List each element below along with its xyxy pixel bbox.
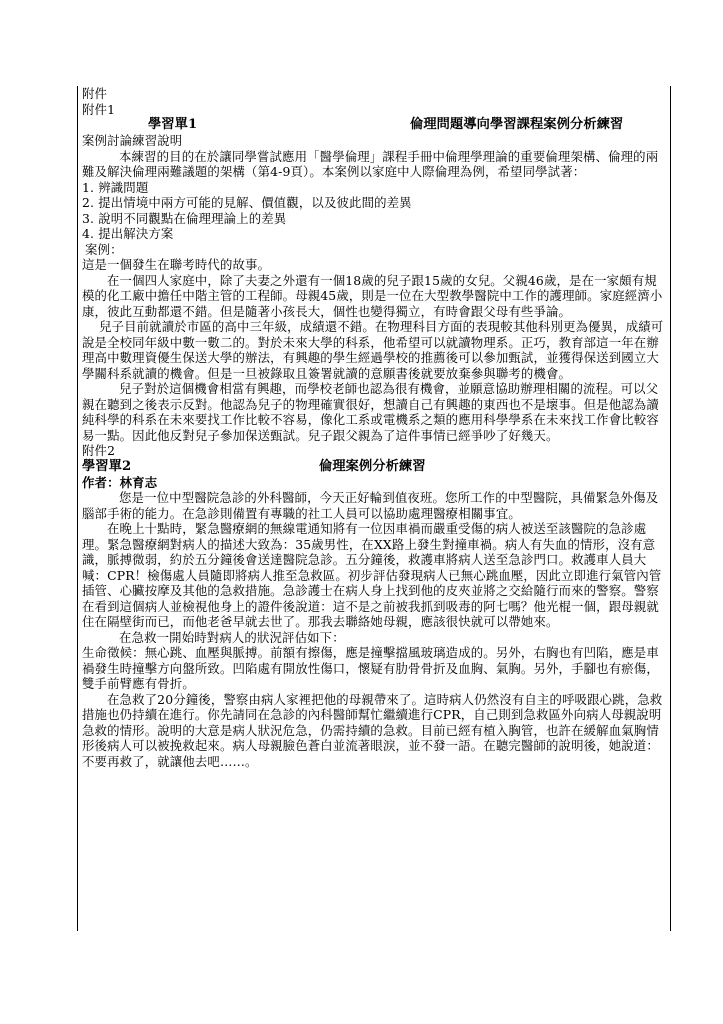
case-practice-heading: 案例討論練習說明 bbox=[82, 133, 183, 148]
worksheet-1-label: 學習單1 bbox=[148, 117, 198, 132]
story-intro: 這是一個發生在聯考時代的故事。 bbox=[82, 257, 271, 272]
story-paragraph-1: 在一個四人家庭中，除了夫妻之外還有一個18歲的兒子跟15歲的女兒。父親46歲，是在一家頗有規模的化工廠中擔任中階主管的工程師。母親45歲，則是一位在大型教學醫院中工作的護理師。家庭經濟小康，彼此互動都還不錯。但是隨著小孩長大，個性也變得獨立，有時會跟父母有些爭論。 bbox=[82, 272, 663, 319]
step-3: 3. 說明不同觀點在倫理理論上的差異 bbox=[82, 210, 287, 226]
author-line: 作者：林育志 bbox=[82, 474, 158, 490]
intro-paragraph: 本練習的目的在於讓同學嘗試應用「醫學倫理」課程手冊中倫理學理論的重要倫理架構、倫理的兩難及解決倫理兩難議題的架構（第4-9頁）。本案例以家庭中人際倫理為例，希望同學試著： bbox=[82, 148, 659, 179]
case-paragraph-1: 您是一位中型醫院急診的外科醫師，今天正好輪到值夜班。您所工作的中型醫院，具備緊急外傷及腦部手術的能力。在急診則備置有專職的社工人員可以協助處理醫療相關事宜。 bbox=[82, 490, 659, 521]
document-frame bbox=[77, 86, 671, 931]
step-2: 2. 提出情境中兩方可能的見解、價值觀，以及彼此間的差異 bbox=[82, 195, 412, 210]
case-paragraph-4: 在急救了20分鐘後，警察由病人家裡把他的母親帶來了。這時病人仍然沒有自主的呼吸跟心跳，急救措施也仍持續在進行。你先請同在急診的內科醫師幫忙繼續進行CPR，自己則到急救區外向病人母親說明急救的情形。說明的大意是病人狀況危急，仍需持續的急救。目前已經有植入胸管，也許在緩解血氣胸情形後病人可以被挽救起來。病人母親臉色蒼白並流著眼淚，並不發一語。在聽完醫師的說明後，她說道：不要再救了，就讓他去吧……。 bbox=[82, 691, 663, 769]
case-paragraph-2: 在晚上十點時，緊急醫療網的無線電通知將有一位因車禍而嚴重受傷的病人被送至該醫院的急診處理。緊急醫療網對病人的描述大致為：35歲男性，在XX路上發生對撞車禍。病人有失血的情形，沒有意識，脈搏微弱，約於五分鐘後會送達醫院急診。五分鐘後，救護車將病人送至急診門口。救護車人員大喊：CPR！檢傷處人員隨即將病人推至急救區。初步評估發現病人已無心跳血壓，因此立即進行氣管內管插管、心臟按摩及其他的急救措施。急診護士在病人身上找到他的皮夾並將之交給隨行而來的警察。警察在看到這個病人並檢視他身上的證件後說道：這不是之前被我抓到吸毒的阿七嗎？他光棍一個，跟母親就住在隔壁街而已，而他老爸早就去世了。那我去聯絡她母親，應該很快就可以帶她來。 bbox=[82, 521, 662, 629]
worksheet-2-header bbox=[82, 459, 668, 475]
vital-signs-paragraph: 生命徵候：無心跳、血壓與脈搏。前額有擦傷，應是撞擊擋風玻璃造成的。另外，右胸也有凹陷，應是車禍發生時撞擊方向盤所致。凹陷處有開放性傷口，懷疑有肋骨骨折及血胸、氣胸。另外，手腳也有瘀傷，雙手前臂應有骨折。 bbox=[82, 645, 659, 691]
case-paragraph-3: 在急救一開始時對病人的狀況評估如下： bbox=[119, 629, 345, 645]
worksheet-1-header bbox=[82, 117, 668, 133]
story-paragraph-3: 兒子對於這個機會相當有興趣，而學校老師也認為很有機會，並願意協助辦理相關的流程。可以父親在聽到之後表示反對。他認為兒子的物理確實很好，想讀自己有興趣的東西也不是壞事。但是他認為讀純科學的科系在未來要找工作比較不容易，像化工系或電機系之類的應用科學學系在未來找工作會比較容易一點。因此他反對兒子參加保送甄試。兒子跟父親為了這件事情已經爭吵了好幾天。 bbox=[82, 381, 659, 443]
step-1: 1. 辨識問題 bbox=[82, 179, 149, 195]
worksheet-2-title: 倫理案例分析練習 bbox=[319, 458, 426, 474]
case-label: 案例： bbox=[85, 241, 123, 257]
document-content bbox=[82, 86, 668, 769]
step-4: 4. 提出解決方案 bbox=[82, 226, 174, 241]
attachment-2-label: 附件2 bbox=[82, 443, 116, 458]
worksheet-2-label: 學習單2 bbox=[82, 458, 132, 474]
attachment-1-label: 附件1 bbox=[82, 101, 116, 117]
story-paragraph-2: 兒子目前就讀於市區的高中三年級，成績還不錯。在物理科目方面的表現較其他科別更為優異，成績可說是全校同年級中數一數二的。對於未來大學的科系，他希望可以就讀物理系。正巧，教育部這一年在辦理高中數理資優生保送大學的辦法，有興趣的學生經過學校的推薦後可以參加甄試，並獲得保送到國立大學關科系就讀的機會。但是一旦被錄取且簽署就讀的意願書後就要放棄參與聯考的機會。 bbox=[82, 319, 664, 381]
attachment-label: 附件 bbox=[82, 86, 108, 101]
worksheet-1-title: 倫理問題導向學習課程案例分析練習 bbox=[410, 117, 624, 132]
